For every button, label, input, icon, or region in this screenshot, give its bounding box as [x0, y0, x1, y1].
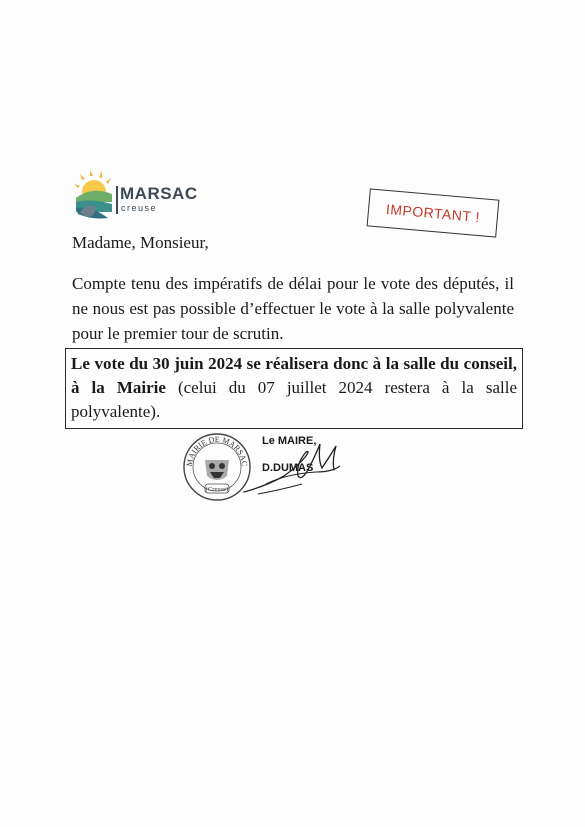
- greeting: Madame, Monsieur,: [72, 233, 209, 252]
- notice-bold-text: Le vote du 30 juin 2024 se réalisera donc à la salle du conseil, à la Mairie: [71, 354, 517, 397]
- handwritten-signature: [236, 436, 346, 498]
- stamp-label: IMPORTANT !: [385, 200, 481, 226]
- logo-divider: [116, 186, 118, 214]
- intro-paragraph: Compte tenu des impératifs de délai pour le vote des députés, il ne nous est pas possible d’effectuer le vote à la salle polyvalente pour le premier tour de scrutin.: [72, 274, 514, 343]
- notice-box: [65, 348, 523, 429]
- seal-subtitle: (Creuse): [205, 486, 229, 493]
- sun-landscape-icon: [72, 168, 116, 228]
- logo-subtitle: creuse: [121, 203, 158, 213]
- notice-rest-text: (celui du 07 juillet 2024 restera à la salle polyvalente).: [71, 378, 518, 421]
- coat-of-arms-icon: [205, 460, 229, 480]
- seal-text: MAIRIE DE MARSAC: [184, 434, 250, 467]
- marsac-logo: [72, 168, 202, 228]
- mayor-name: D.DUMAS: [262, 462, 314, 474]
- mayor-title: Le MAIRE,: [262, 435, 317, 447]
- important-stamp: [367, 188, 500, 237]
- logo-name: MARSAC: [120, 184, 198, 203]
